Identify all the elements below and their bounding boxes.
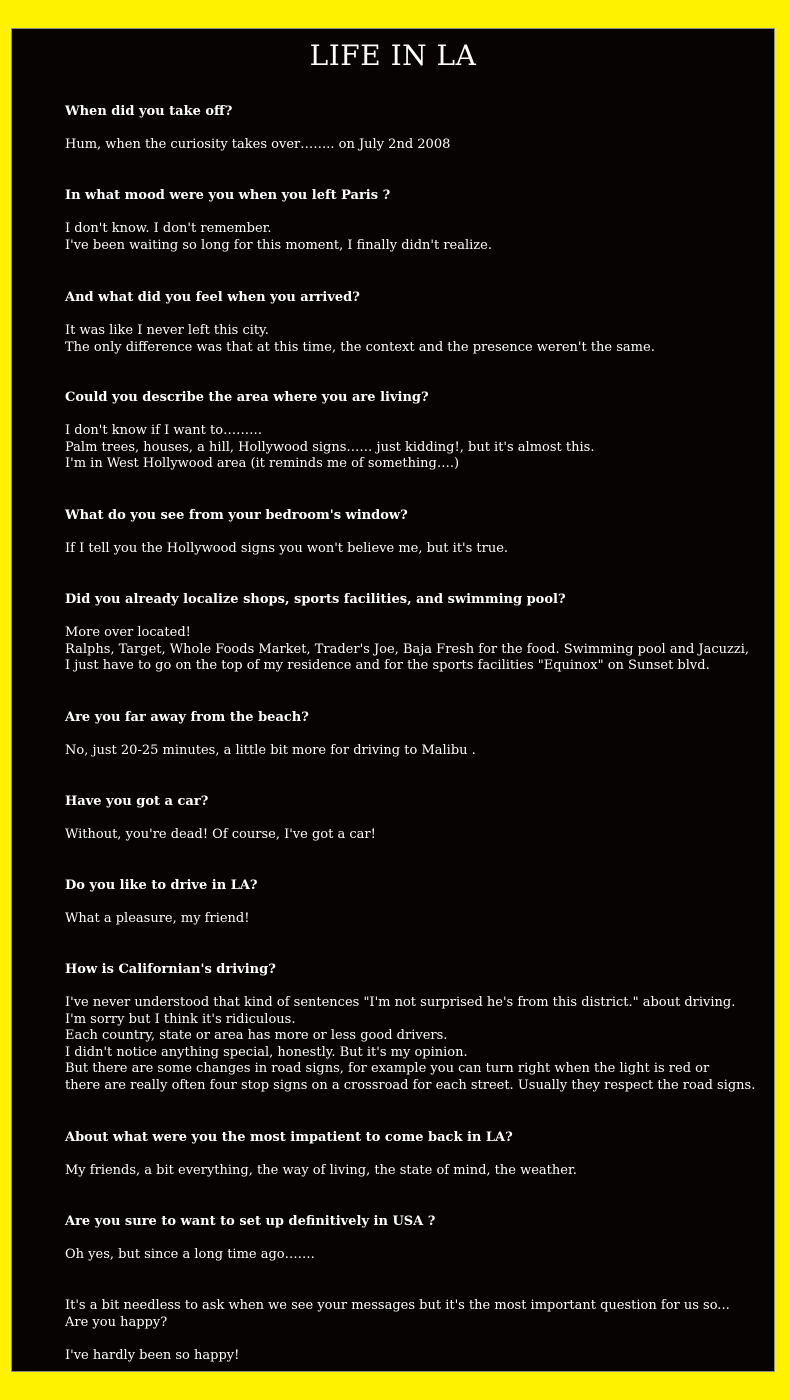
qa-block [65,508,764,558]
question: And what did you feel when you arrived? [65,290,360,305]
answer-line: I don't know if I want to……… [65,423,263,438]
page-title: LIFE IN LA [309,39,477,72]
answer-line: I just have to go on the top of my residence and for the sports facilities "Equinox" on Sunset blvd. [65,658,710,673]
qa-block [65,878,764,928]
answer-line: Each country, state or area has more or less good drivers. [65,1028,448,1043]
question: When did you take off? [65,104,233,119]
answer-line: If I tell you the Hollywood signs you won't believe me, but it's true. [65,541,509,556]
question: About what were you the most impatient to come back in LA? [65,1130,513,1145]
qa-block [65,592,764,675]
qa-block [65,1214,764,1264]
question: Did you already localize shops, sports facilities, and swimming pool? [65,592,566,607]
closing-question-line: Are you happy? [65,1314,168,1330]
qa-block [65,390,764,473]
answer-line: It was like I never left this city. [65,323,269,338]
answer-line: No, just 20-25 minutes, a little bit more for driving to Malibu . [65,743,476,758]
answer-line: Ralphs, Target, Whole Foods Market, Trader's Joe, Baja Fresh for the food. Swimming pool and Jacuzzi, [65,641,750,657]
qa-block [65,794,764,844]
question: Are you far away from the beach? [65,710,309,725]
answer-line: I'm in West Hollywood area (it reminds me of something….) [65,456,460,471]
answer-line: there are really often four stop signs on a crossroad for each street. Usually they respect the road signs. [65,1077,756,1093]
closing-answer: I've hardly been so happy! [65,1348,240,1363]
answer-line: Oh yes, but since a long time ago……. [65,1247,315,1262]
question: Do you like to drive in LA? [65,878,258,893]
content-panel [11,28,775,1372]
qa-block [65,962,764,1094]
answer-line: My friends, a bit everything, the way of living, the state of mind, the weather. [65,1163,577,1178]
answer-line: I don't know. I don't remember. [65,221,272,236]
answer-line: Without, you're dead! Of course, I've got a car! [65,827,376,842]
answer-line: But there are some changes in road signs, for example you can turn right when the light is red or [65,1061,710,1076]
qa-block [65,104,764,154]
qa-block [65,188,764,254]
answer-line: Hum, when the curiosity takes over…….. on July 2nd 2008 [65,137,451,152]
closing-question-line: It's a bit needless to ask when we see your messages but it's the most important question for us so... [65,1298,730,1313]
answer-line: More over located! [65,625,191,640]
answer-line: What a pleasure, my friend! [65,911,250,926]
qa-block [65,290,764,356]
question: In what mood were you when you left Paris ? [65,188,391,203]
answer-line: The only difference was that at this time, the context and the presence weren't the same. [65,339,655,355]
qa-block [65,1130,764,1180]
question: Are you sure to want to set up definitively in USA ? [65,1214,436,1229]
answer-line: I didn't notice anything special, honestly. But it's my opinion. [65,1044,468,1060]
question: How is Californian's driving? [65,962,276,977]
question: What do you see from your bedroom's window? [65,508,408,523]
qa-block [65,710,764,760]
answer-line: Palm trees, houses, a hill, Hollywood signs…… just kidding!, but it's almost this. [65,439,595,455]
answer-line: I've been waiting so long for this moment, I finally didn't realize. [65,237,492,253]
question: Could you describe the area where you are living? [65,390,429,405]
closing-block [65,1298,764,1365]
answer-line: I'm sorry but I think it's ridiculous. [65,1011,296,1027]
question: Have you got a car? [65,794,209,809]
answer-line: I've never understood that kind of sentences "I'm not surprised he's from this district." about driving. [65,995,736,1010]
